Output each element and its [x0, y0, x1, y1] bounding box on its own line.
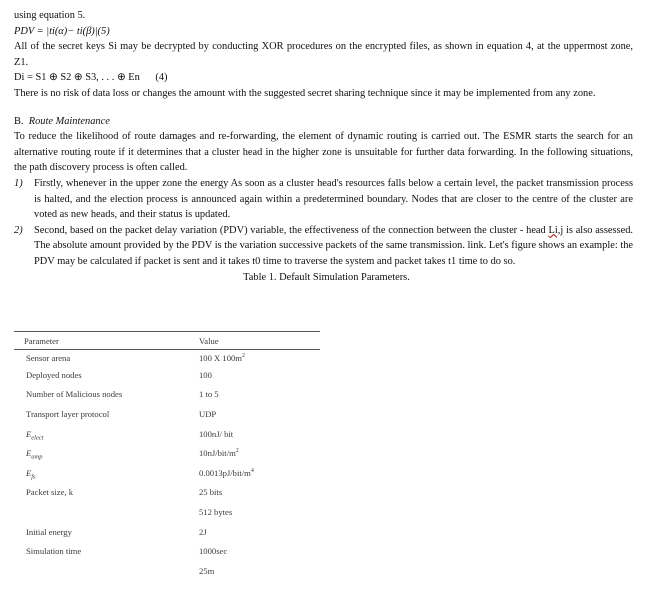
parameter-cell: Deployed nodes — [26, 369, 82, 380]
value-cell: 100 — [199, 369, 212, 380]
value-cell: 2J — [199, 526, 207, 537]
value-cell: 1 to 5 — [199, 389, 219, 400]
table-row — [14, 443, 320, 463]
equation-5: PDV = |ti(α)− ti(β)|(5) — [14, 25, 110, 37]
list-item-text: Firstly, whenever in the upper zone the energy As soon as a cluster head's resources falls below a certain level, the packet transmission process is halted, and the election process is announced again within a predetermined boundary. Nodes that are closer to the centre of the cluster are voted as new heads, and their status is updated. — [34, 177, 633, 221]
table-row — [14, 385, 320, 405]
section-intro: To reduce the likelihood of route damages and re-forwarding, the element of dynamic routing is carried out. The ESMR starts the search for an alternative routing route if it determines that a cluster head in the higher zone is unsuitable for further data forwarding. In the following situations, the path discovery process is often called. — [14, 131, 633, 174]
document-page — [14, 8, 633, 285]
parameter-cell — [14, 502, 199, 522]
table-row — [14, 561, 320, 581]
table-row — [14, 365, 320, 385]
text-line: using equation 5. — [14, 10, 86, 21]
spellcheck-marked-term: Li,j — [548, 224, 564, 236]
parameter-cell: Initial energy — [26, 526, 72, 537]
table-row — [14, 502, 320, 522]
list-number: 1) — [14, 177, 23, 189]
parameter-cell: Transport layer protocol — [26, 408, 110, 419]
section-heading — [14, 114, 633, 130]
parameter-cell: Number of Malicious nodes — [26, 389, 123, 400]
paragraph: All of the secret keys Si may be decrypted by conducting XOR procedures on the encrypted files, as shown in equation 4, at the uppermost zone, Z1. — [14, 41, 633, 68]
value-cell: 25 bits — [199, 487, 223, 498]
parameter-cell — [14, 561, 199, 581]
column-header-value: Value — [199, 332, 320, 350]
situation-list — [14, 176, 633, 270]
table-row — [14, 404, 320, 424]
table-row — [14, 483, 320, 503]
value-cell: 100 X $100m^2$ — [199, 352, 245, 363]
value-cell: $10nJ/bit/m^2$ — [199, 448, 239, 459]
value-cell: 100nJ/ bit — [199, 428, 234, 439]
table-row — [14, 463, 320, 483]
list-item-text: is also assessed. The absolute amount provided by the PDV is the variation successive packets of the same transmission. link. Let's figure shows an example: the PDV may be calculated if packet is sent and it takes t0 time to traverse the system and packet takes t1 time to do so. — [34, 224, 634, 267]
list-item-text: Second, based on the packet delay variation (PDV) variable, the effectiveness of the connection between the cluster - head — [34, 224, 549, 236]
parameter-cell: $E_{elect}$ — [26, 428, 44, 442]
section-letter: B. — [14, 115, 24, 127]
value-cell: 1000sec — [199, 546, 228, 557]
parameter-cell: $E_{amp}$ — [26, 448, 43, 461]
parameter-cell: Sensor arena — [26, 352, 71, 363]
table-header-row — [14, 332, 320, 350]
column-header-parameter: Parameter — [14, 332, 199, 350]
list-item — [14, 176, 633, 223]
list-item — [14, 223, 633, 270]
parameter-cell: $E_{fs}$ — [26, 467, 36, 481]
paragraph: There is no risk of data loss or changes the amount with the suggested secret sharing technique since it may be implemented from any zone. — [14, 87, 596, 99]
simulation-table — [14, 331, 320, 581]
value-cell: 25m — [199, 565, 215, 576]
table-row — [14, 424, 320, 444]
table-caption: Table 1. Default Simulation Parameters. — [243, 271, 410, 283]
section-title: Route Maintenance — [28, 115, 110, 127]
list-number: 2) — [14, 224, 23, 236]
value-cell: UDP — [199, 408, 217, 419]
parameter-cell: Packet size, k — [26, 487, 74, 498]
table-row — [14, 522, 320, 542]
table-row — [14, 541, 320, 561]
table-row — [14, 350, 320, 366]
parameter-cell: Simulation time — [26, 546, 82, 557]
value-cell: 512 bytes — [199, 506, 233, 517]
value-cell: $0.0013pJ/bit/m^4$ — [199, 467, 254, 478]
equation-4: Di = S1 ⊕ S2 ⊕ S3, . . . ⊕ En (4) — [14, 72, 168, 84]
